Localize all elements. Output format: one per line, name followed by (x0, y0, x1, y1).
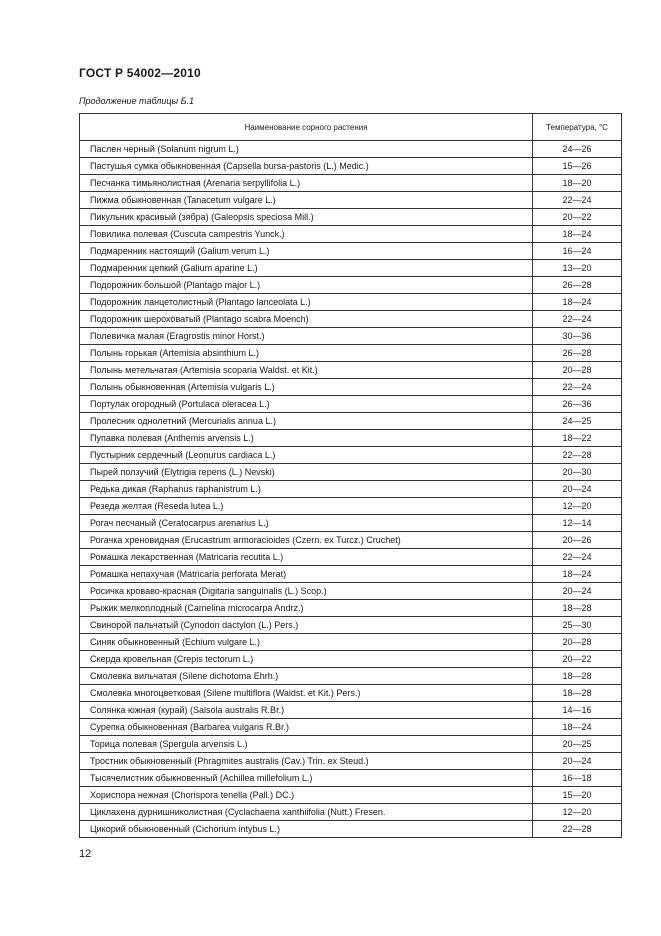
weed-name-cell: Смолевка вильчатая (Silene dichotoma Ehrh.) (80, 668, 533, 685)
temperature-cell: 18—22 (533, 430, 622, 447)
weed-name-cell: Тростник обыкновенный (Phragmites australis (Cav.) Trin. ex Steud.) (80, 753, 533, 770)
table-row (80, 804, 622, 821)
table-row (80, 192, 622, 209)
weed-name-cell: Тысячелистник обыкновенный (Achillea millefolium L.) (80, 770, 533, 787)
table-row (80, 243, 622, 260)
temperature-cell: 24—26 (533, 141, 622, 158)
weed-name-cell: Пупавка полевая (Anthemis arvensis L.) (80, 430, 533, 447)
temperature-cell: 22—24 (533, 549, 622, 566)
temperature-cell: 18—24 (533, 719, 622, 736)
temperature-cell: 18—20 (533, 175, 622, 192)
table-row (80, 328, 622, 345)
weed-name-cell: Ромашка лекарственная (Matricaria recutita L.) (80, 549, 533, 566)
weed-name-cell: Полынь горькая (Artemisia absinthium L.) (80, 345, 533, 362)
table-row (80, 617, 622, 634)
weed-name-cell: Сурепка обыкновенная (Barbarea vulgaris R.Br.) (80, 719, 533, 736)
weed-name-cell: Пижма обыкновенная (Tanacetum vulgare L.) (80, 192, 533, 209)
temperature-cell: 18—28 (533, 685, 622, 702)
weed-name-cell: Хориспора нежная (Chorispora tenella (Pall.) DC.) (80, 787, 533, 804)
table-row (80, 634, 622, 651)
temperature-cell: 20—28 (533, 362, 622, 379)
table-row (80, 821, 622, 838)
table-row (80, 481, 622, 498)
weed-name-cell: Пикульник красивый (зябра) (Galeopsis speciosa Mill.) (80, 209, 533, 226)
temperature-cell: 22—24 (533, 311, 622, 328)
temperature-cell: 18—28 (533, 668, 622, 685)
table-row (80, 532, 622, 549)
temperature-cell: 18—24 (533, 566, 622, 583)
weed-name-cell: Пролесник однолетний (Mercurialis annua L.) (80, 413, 533, 430)
weed-name-cell: Подорожник большой (Plantago major L.) (80, 277, 533, 294)
weed-name-cell: Скерда кровельная (Crepis tectorum L.) (80, 651, 533, 668)
temperature-cell: 12—14 (533, 515, 622, 532)
temperature-cell: 18—24 (533, 226, 622, 243)
weed-name-cell: Повилика полевая (Cuscuta campestris Yunck.) (80, 226, 533, 243)
temperature-cell: 22—28 (533, 821, 622, 838)
temperature-cell: 20—24 (533, 753, 622, 770)
temperature-cell: 24—25 (533, 413, 622, 430)
temperature-cell: 20—22 (533, 651, 622, 668)
page-number: 12 (79, 848, 92, 860)
table-row (80, 345, 622, 362)
temperature-cell: 13—20 (533, 260, 622, 277)
table-row (80, 141, 622, 158)
table-row (80, 277, 622, 294)
weed-name-cell: Смолевка многоцветковая (Silene multiflora (Waldst. et Kit.) Pers.) (80, 685, 533, 702)
temperature-cell: 22—24 (533, 192, 622, 209)
weed-name-cell: Полынь обыкновенная (Artemisia vulgaris L.) (80, 379, 533, 396)
table-continuation-caption: Продолжение таблицы Б.1 (79, 96, 195, 106)
weed-name-cell: Торица полевая (Spergula arvensis L.) (80, 736, 533, 753)
temperature-cell: 20—28 (533, 634, 622, 651)
weed-name-cell: Синяк обыкновенный (Echium vulgare L.) (80, 634, 533, 651)
column-header-temperature: Температура, °С (533, 114, 622, 141)
weed-name-cell: Рыжик мелкоплодный (Camelina microcarpa Andrz.) (80, 600, 533, 617)
table-row (80, 600, 622, 617)
table-row (80, 294, 622, 311)
temperature-cell: 15—26 (533, 158, 622, 175)
table-row (80, 209, 622, 226)
weed-name-cell: Резеда желтая (Reseda lutea L.) (80, 498, 533, 515)
table-row (80, 226, 622, 243)
table-row (80, 668, 622, 685)
table-row (80, 583, 622, 600)
temperature-cell: 26—28 (533, 345, 622, 362)
temperature-cell: 14—16 (533, 702, 622, 719)
temperature-cell: 22—28 (533, 447, 622, 464)
column-header-weed-name: Наименование сорного растения (80, 114, 533, 141)
table-row (80, 736, 622, 753)
weed-name-cell: Рогачка хреновидная (Erucastrum armoracioides (Czern. ex Turcz.) Cruchet) (80, 532, 533, 549)
table-row (80, 498, 622, 515)
table-row (80, 702, 622, 719)
table-row (80, 787, 622, 804)
weed-name-cell: Подмаренник цепкий (Galium aparine L.) (80, 260, 533, 277)
table-row (80, 413, 622, 430)
temperature-cell: 20—30 (533, 464, 622, 481)
temperature-cell: 12—20 (533, 804, 622, 821)
temperature-cell: 12—20 (533, 498, 622, 515)
weed-name-cell: Редька дикая (Raphanus raphanistrum L.) (80, 481, 533, 498)
table-row (80, 651, 622, 668)
table-row (80, 158, 622, 175)
table-row (80, 549, 622, 566)
table-row (80, 175, 622, 192)
weed-name-cell: Пустырник сердечный (Leonurus cardiaca L.) (80, 447, 533, 464)
weed-name-cell: Паслен черный (Solanum nigrum L.) (80, 141, 533, 158)
weed-name-cell: Подмаренник настоящий (Galium verum L.) (80, 243, 533, 260)
weed-temperature-table (79, 113, 622, 838)
temperature-cell: 20—24 (533, 481, 622, 498)
weed-name-cell: Портулак огородный (Portulaca oleracea L.) (80, 396, 533, 413)
table-header-row (80, 114, 622, 141)
weed-name-cell: Полынь метельчатая (Artemisia scoparia Waldst. et Kit.) (80, 362, 533, 379)
temperature-cell: 16—24 (533, 243, 622, 260)
temperature-cell: 16—18 (533, 770, 622, 787)
table-row (80, 362, 622, 379)
table-row (80, 447, 622, 464)
weed-name-cell: Свинорой пальчатый (Cynodon dactylon (L.) Pers.) (80, 617, 533, 634)
weed-name-cell: Подорожник ланцетолистный (Plantago lanceolata L.) (80, 294, 533, 311)
temperature-cell: 30—36 (533, 328, 622, 345)
weed-name-cell: Циклахена дурнишниколистная (Cyclachaena xanthiifolia (Nutt.) Fresen. (80, 804, 533, 821)
temperature-cell: 18—24 (533, 294, 622, 311)
table-body (80, 141, 622, 838)
table-row (80, 260, 622, 277)
weed-name-cell: Росичка кроваво-красная (Digitaria sanguinalis (L.) Scop.) (80, 583, 533, 600)
temperature-cell: 25—30 (533, 617, 622, 634)
weed-name-cell: Рогач песчаный (Ceratocarpus arenarius L.) (80, 515, 533, 532)
weed-name-cell: Цикорий обыкновенный (Cichorium intybus L.) (80, 821, 533, 838)
temperature-cell: 15—20 (533, 787, 622, 804)
table-row (80, 685, 622, 702)
table-row (80, 566, 622, 583)
table-row (80, 770, 622, 787)
table-row (80, 311, 622, 328)
weed-name-cell: Солянка южная (курай) (Salsola australis R.Br.) (80, 702, 533, 719)
temperature-cell: 22—24 (533, 379, 622, 396)
table-row (80, 430, 622, 447)
weed-name-cell: Песчанка тимьянолистная (Arenaria serpyllifolia L.) (80, 175, 533, 192)
temperature-cell: 26—36 (533, 396, 622, 413)
temperature-cell: 20—26 (533, 532, 622, 549)
temperature-cell: 20—24 (533, 583, 622, 600)
weed-name-cell: Пырей ползучий (Elytrigia repens (L.) Nevski) (80, 464, 533, 481)
weed-name-cell: Полевичка малая (Eragrostis minor Horst.) (80, 328, 533, 345)
table-row (80, 753, 622, 770)
table-row (80, 719, 622, 736)
weed-name-cell: Ромашка непахучая (Matricaria perforata Merat) (80, 566, 533, 583)
table-row (80, 464, 622, 481)
temperature-cell: 20—25 (533, 736, 622, 753)
weed-name-cell: Пастушья сумка обыкновенная (Capsella bursa-pastoris (L.) Medic.) (80, 158, 533, 175)
table-row (80, 379, 622, 396)
document-title: ГОСТ Р 54002—2010 (79, 66, 201, 80)
temperature-cell: 18—28 (533, 600, 622, 617)
temperature-cell: 26—28 (533, 277, 622, 294)
table-row (80, 515, 622, 532)
weed-name-cell: Подорожник шероховатый (Plantago scabra Moench) (80, 311, 533, 328)
temperature-cell: 20—22 (533, 209, 622, 226)
table-row (80, 396, 622, 413)
